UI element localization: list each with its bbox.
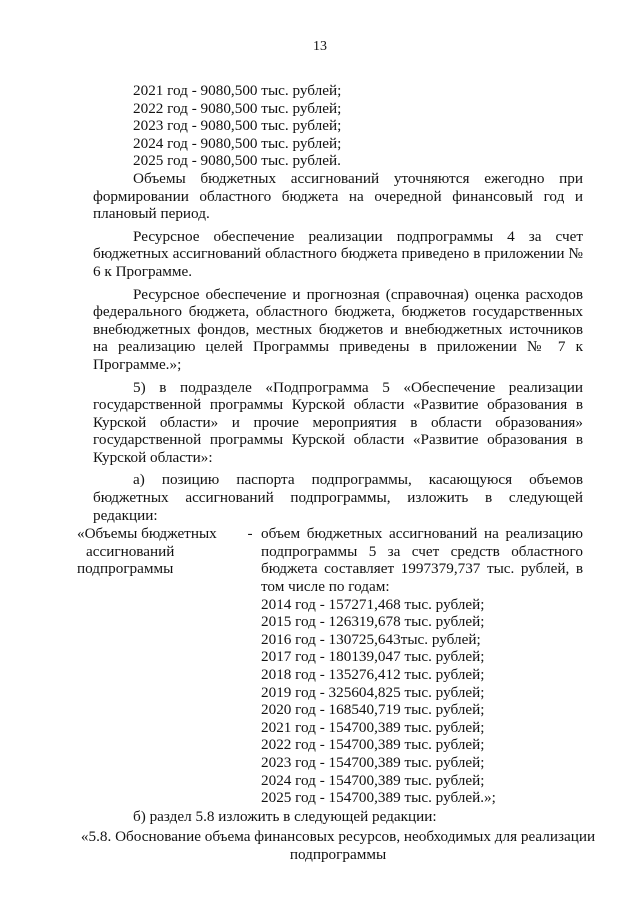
year-line: 2022 год - 9080,500 тыс. рублей; bbox=[133, 99, 342, 117]
paragraph-budget-clarification: Объемы бюджетных ассигнований уточняются ежегодно при формировании областного бюджета на очередной финансовый год и плановый период. bbox=[93, 169, 583, 223]
paragraph-appendix-7: Ресурсное обеспечение и прогнозная (справочная) оценка расходов федерального бюджета, областного бюджета, бюджетов государственных внебюджетных фондов, местных бюджетов и внебюджетных источников на реализацию целей Программы приведены в приложении № 7 к Программе.»; bbox=[93, 285, 583, 373]
paragraph-appendix-6: Ресурсное обеспечение реализации подпрограммы 4 за счет бюджетных ассигнований областного бюджета приведено в приложении № 6 к Программе. bbox=[93, 227, 583, 280]
document-body bbox=[77, 82, 596, 864]
year-line: 2023 год - 9080,500 тыс. рублей; bbox=[133, 117, 342, 135]
paragraph-subprogram-5: 5) в подразделе «Подпрограмма 5 «Обеспечение реализации государственной программы Курской области «Развитие образования в Курской области» и прочие мероприятия в области образования» государственной программы Курской области «Развитие образования в Курской области»: bbox=[93, 378, 583, 466]
paragraph-passport-edit: а) позицию паспорта подпрограммы, касающуюся объемов бюджетных ассигнований подпрограммы, изложить в следующей редакции: bbox=[93, 471, 583, 524]
year-line: 2022 год - 154700,389 тыс. рублей; bbox=[261, 736, 485, 754]
passport-label-line: ассигнований bbox=[86, 542, 175, 560]
passport-label-line: «Объемы бюджетных bbox=[77, 525, 217, 543]
passport-value bbox=[261, 525, 583, 807]
page-number: 13 bbox=[313, 39, 327, 54]
year-line: 2020 год - 168540,719 тыс. рублей; bbox=[261, 701, 485, 719]
passport-dash: - bbox=[247, 525, 253, 543]
year-line: 2023 год - 154700,389 тыс. рублей; bbox=[261, 753, 485, 771]
passport-label-line: подпрограммы bbox=[77, 560, 174, 578]
year-line: 2021 год - 154700,389 тыс. рублей; bbox=[261, 718, 485, 736]
years-list bbox=[93, 82, 583, 170]
year-line: 2025 год - 9080,500 тыс. рублей. bbox=[133, 152, 341, 170]
year-line: 2015 год - 126319,678 тыс. рублей; bbox=[261, 613, 485, 631]
year-line: 2018 год - 135276,412 тыс. рублей; bbox=[261, 666, 485, 683]
year-line: 2024 год - 154700,389 тыс. рублей; bbox=[261, 771, 485, 789]
year-line: 2016 год - 130725,643тыс. рублей; bbox=[261, 630, 481, 648]
passport-label bbox=[77, 525, 239, 807]
passport-position bbox=[77, 525, 583, 807]
section-heading: «5.8. Обоснование объема финансовых ресурсов, необходимых для реализации подпрограммы bbox=[80, 828, 596, 863]
year-line: 2017 год - 180139,047 тыс. рублей; bbox=[261, 648, 485, 666]
passport-description: объем бюджетных ассигнований на реализацию подпрограммы 5 за счет средств областного бюджета составляет 1997379,737 тыс. рублей, в том числе по годам: bbox=[261, 525, 583, 596]
year-line: 2014 год - 157271,468 тыс. рублей; bbox=[261, 595, 485, 613]
year-line: 2021 год - 9080,500 тыс. рублей; bbox=[133, 82, 342, 99]
year-line: 2024 год - 9080,500 тыс. рублей; bbox=[133, 134, 342, 152]
year-line: 2025 год - 154700,389 тыс. рублей.»; bbox=[261, 789, 496, 807]
year-line: 2019 год - 325604,825 тыс. рублей; bbox=[261, 683, 485, 701]
section-b-instruction: б) раздел 5.8 изложить в следующей редакции: bbox=[133, 807, 437, 825]
